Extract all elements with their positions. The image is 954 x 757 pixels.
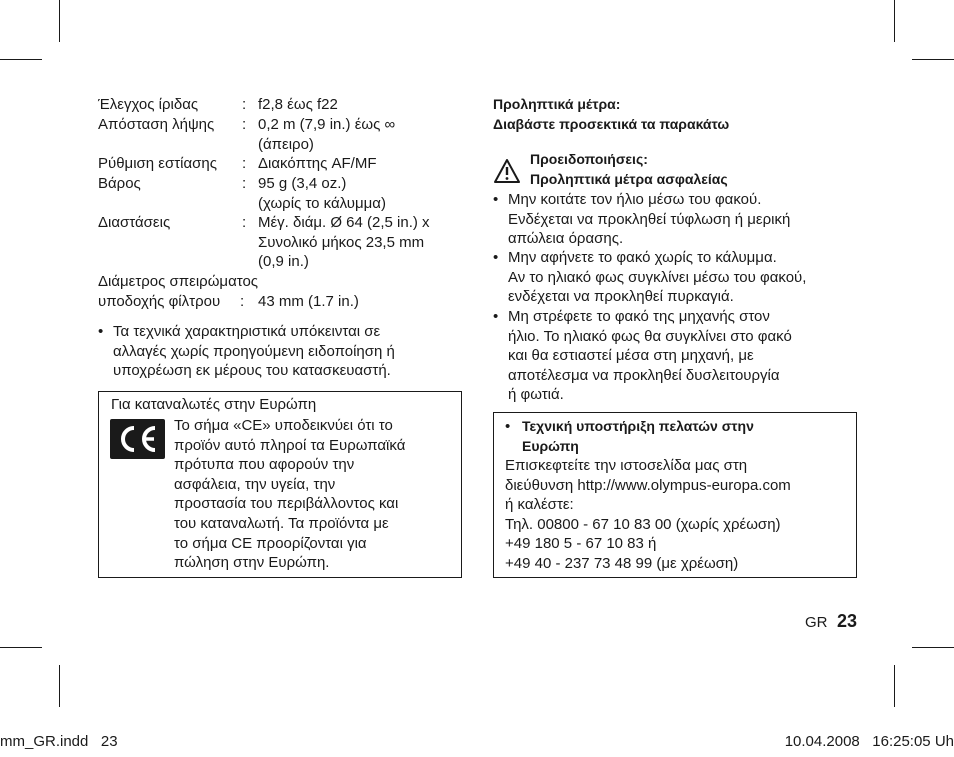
bullet-dot: • xyxy=(493,249,499,266)
precaution-line: αποτέλεσμα να προκληθεί δυσλειτουργία xyxy=(508,366,780,384)
ce-notice-box xyxy=(98,391,462,578)
crop-mark xyxy=(0,647,42,648)
spec-value-line: 43 mm (1.7 in.) xyxy=(258,293,359,310)
ce-box-line: πώληση στην Ευρώπη. xyxy=(174,554,330,572)
precaution-text xyxy=(508,307,792,405)
spec-value-line: 95 g (3,4 oz.) xyxy=(258,175,347,192)
spec-value-line: f2,8 έως f22 xyxy=(258,96,338,113)
spec-colon: : xyxy=(242,116,247,133)
precaution-line: Αν το ηλιακό φως συγκλίνει μέσω του φακού, xyxy=(508,268,807,286)
support-box xyxy=(493,412,857,578)
support-line: +49 40 - 237 73 48 99 (με χρέωση) xyxy=(505,554,739,572)
ce-box-line: πρότυπα που αφορούν την xyxy=(174,456,355,474)
ce-mark-svg xyxy=(110,419,165,459)
ce-box-line: το σήμα CE προορίζονται για xyxy=(174,534,367,552)
spec-colon: : xyxy=(242,175,247,192)
support-line: διεύθυνση http://www.olympus-europa.com xyxy=(505,476,791,494)
spec-colon: : xyxy=(240,293,245,310)
spec-label: Ρύθμιση εστίασης xyxy=(98,155,217,172)
spec-note-line: αλλαγές χωρίς προηγούμενη ειδοποίηση ή xyxy=(113,342,395,360)
spec-value-line: Συνολικό μήκος 23,5 mm xyxy=(258,233,425,251)
ce-box-line: προστασία του περιβάλλοντος και xyxy=(174,495,399,513)
warning-title: Προειδοποιήσεις: xyxy=(530,151,648,167)
spec-value-line: (0,9 in.) xyxy=(258,253,309,271)
spec-value xyxy=(258,213,430,272)
precaution-line: Ενδέχεται να προκληθεί τύφλωση ή μερική xyxy=(508,210,791,228)
spec-value xyxy=(258,115,395,154)
bullet-dot: • xyxy=(493,191,499,208)
support-line: +49 180 5 - 67 10 83 ή xyxy=(505,535,657,553)
support-line: Επισκεφτείτε την ιστοσελίδα μας στη xyxy=(505,457,748,474)
spec-label: Έλεγχος ίριδας xyxy=(98,96,199,113)
spec-value-line: (χωρίς το κάλυμμα) xyxy=(258,194,386,212)
spec-colon: : xyxy=(242,96,247,113)
precaution-line: ενδέχεται να προκληθεί πυρκαγιά. xyxy=(508,288,734,306)
precaution-line: Μην κοιτάτε τον ήλιο μέσω του φακού. xyxy=(508,191,762,208)
spec-value xyxy=(258,154,376,174)
support-line: Τηλ. 00800 - 67 10 83 00 (χωρίς χρέωση) xyxy=(505,515,781,533)
ce-box-line: του καταναλωτή. Τα προϊόντα με xyxy=(174,514,389,532)
spec-label: Απόσταση λήψης xyxy=(98,116,215,133)
crop-mark xyxy=(894,0,895,42)
ce-box-line: Το σήμα «CE» υποδεικνύει ότι το xyxy=(174,417,393,434)
warning-triangle-icon xyxy=(493,158,521,184)
spec-note-text xyxy=(113,322,395,381)
bullet-dot: • xyxy=(505,418,511,435)
precaution-line: απώλεια όρασης. xyxy=(508,230,624,248)
precaution-text xyxy=(508,190,790,249)
precaution-line: ή φωτιά. xyxy=(508,386,564,404)
precaution-line: Μη στρέφετε το φακό της μηχανής στον xyxy=(508,308,770,325)
spec-value xyxy=(258,174,386,213)
support-title: Τεχνική υποστήριξη πελατών στην xyxy=(522,418,754,434)
crop-mark xyxy=(894,665,895,707)
ce-mark-icon xyxy=(110,419,165,459)
spec-note-line: Τα τεχνικά χαρακτηριστικά υπόκεινται σε xyxy=(113,323,381,340)
crop-mark xyxy=(912,59,954,60)
spec-colon: : xyxy=(242,155,247,172)
bullet-dot: • xyxy=(493,308,499,325)
crop-mark xyxy=(59,665,60,707)
bullet-dot: • xyxy=(98,323,104,340)
ce-box-line: ασφάλεια, την υγεία, την xyxy=(174,475,336,493)
spec-value-line: Διακόπτης AF/MF xyxy=(258,155,377,172)
crop-mark xyxy=(0,59,42,60)
precaution-line: Μην αφήνετε το φακό χωρίς το κάλυμμα. xyxy=(508,249,777,266)
spec-value xyxy=(258,292,359,312)
support-line: ή καλέστε: xyxy=(505,496,574,514)
spec-label: Διάμετρος σπειρώματος xyxy=(98,273,259,290)
slug-timestamp: 10.04.2008 16:25:05 Uh xyxy=(784,733,954,750)
spec-label: Βάρος xyxy=(98,175,141,192)
support-title-cont: Ευρώπη xyxy=(522,438,579,454)
page-number: 23 xyxy=(836,611,857,631)
spec-label: υποδοχής φίλτρου xyxy=(98,293,221,310)
precautions-subheading: Διαβάστε προσεκτικά τα παρακάτω xyxy=(493,116,730,132)
precaution-text xyxy=(508,248,806,307)
spec-value-line: Μέγ. διάμ. Ø 64 (2,5 in.) x xyxy=(258,214,430,231)
spec-label: Διαστάσεις xyxy=(98,214,171,231)
precaution-line: ήλιο. Το ηλιακό φως θα συγκλίνει στο φακό xyxy=(508,327,792,345)
spec-value-line: 0,2 m (7,9 in.) έως ∞ xyxy=(258,116,396,133)
ce-box-title: Για καταναλωτές στην Ευρώπη xyxy=(111,396,317,413)
spec-value xyxy=(258,95,338,115)
page-number-block xyxy=(805,611,857,632)
precautions-heading: Προληπτικά μέτρα: xyxy=(493,96,621,112)
support-text xyxy=(505,456,791,574)
crop-mark xyxy=(912,647,954,648)
ce-box-line: προϊόν αυτό πληροί τα Ευρωπαϊκά xyxy=(174,436,406,454)
precaution-line: και θα εστιαστεί μέσα στη μηχανή, με xyxy=(508,347,754,365)
language-code: GR xyxy=(805,614,828,631)
spec-note-line: υποχρέωση εκ μέρους του κατασκευαστή. xyxy=(113,362,391,380)
ce-box-text xyxy=(174,416,405,573)
crop-mark xyxy=(59,0,60,42)
spec-value-line: (άπειρο) xyxy=(258,135,314,153)
spec-colon: : xyxy=(242,214,247,231)
warning-subtitle: Προληπτικά μέτρα ασφαλείας xyxy=(530,171,728,187)
slug-filename: mm_GR.indd 23 xyxy=(0,733,118,750)
